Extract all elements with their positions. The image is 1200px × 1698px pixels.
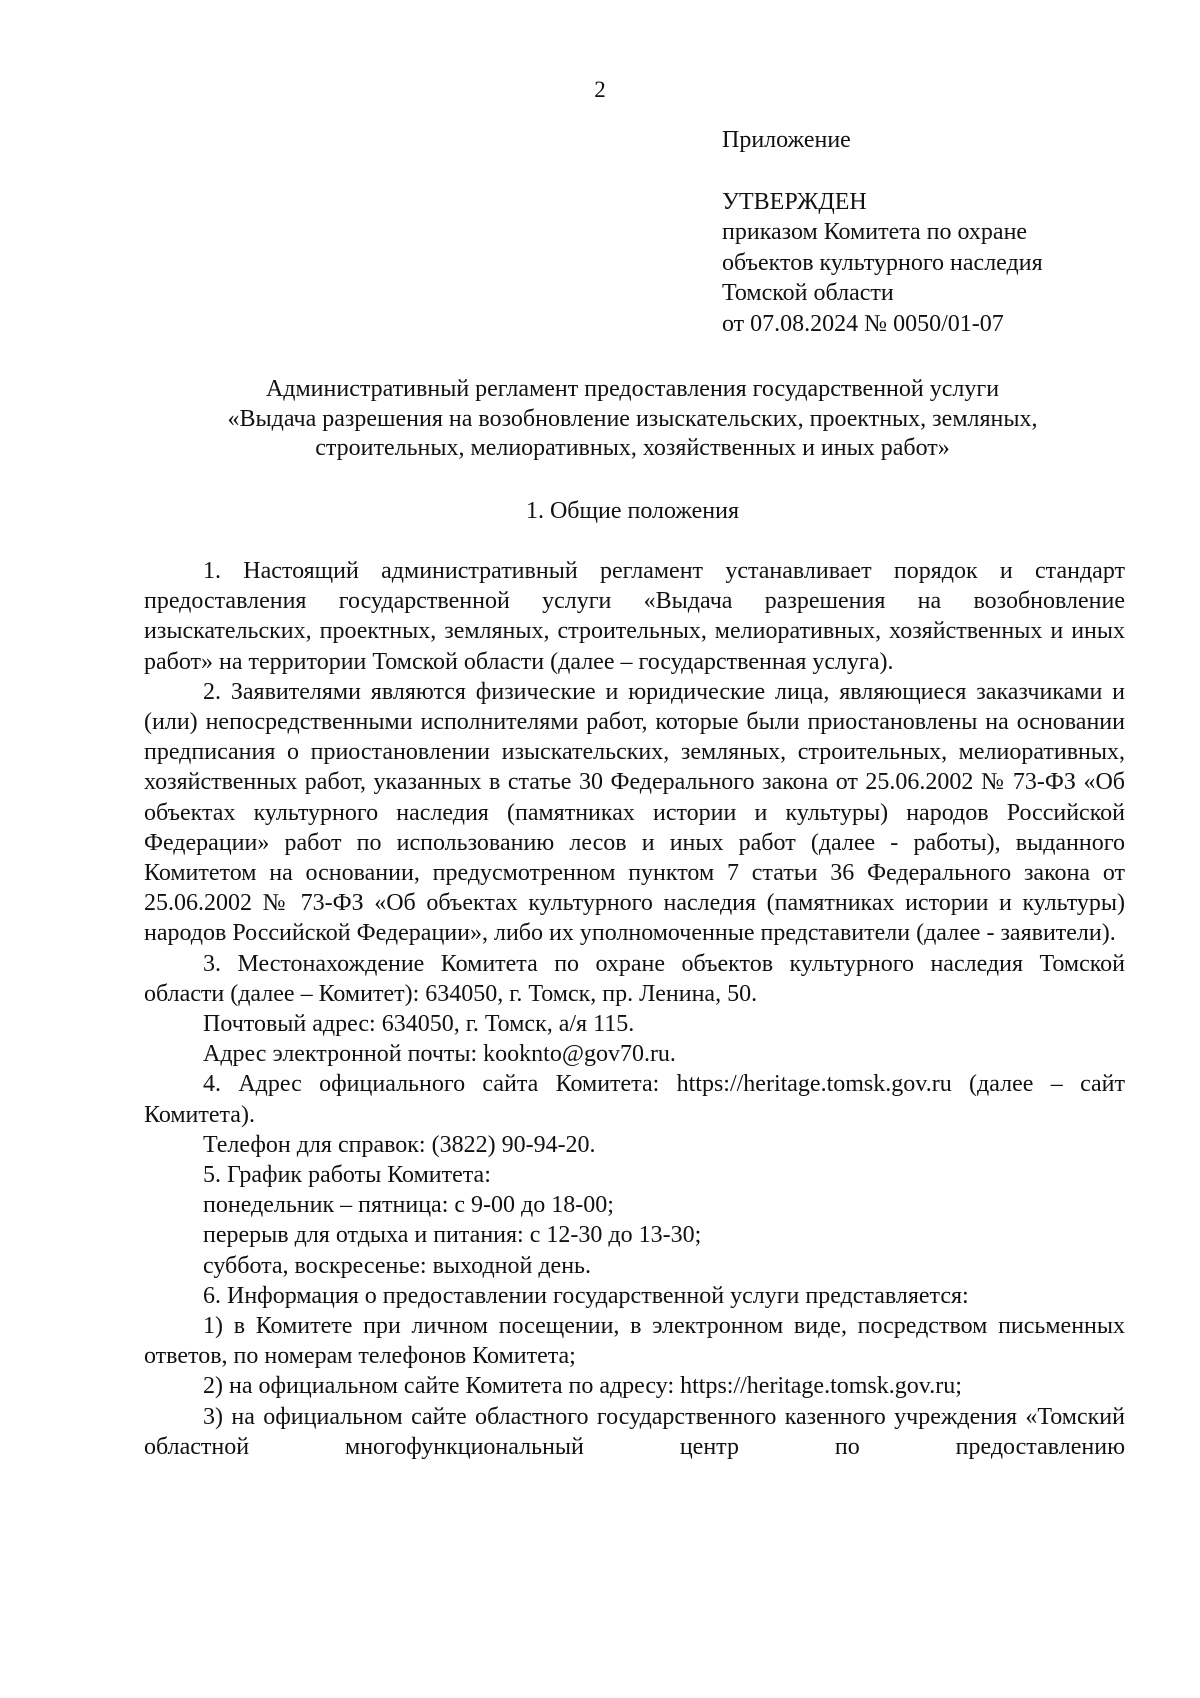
paragraph: 1) в Комитете при личном посещении, в электронном виде, посредством письменных ответов, по номерам телефонов Комитета; bbox=[144, 1313, 1125, 1370]
paragraph: 4. Адрес официального сайта Комитета: https://heritage.tomsk.gov.ru (далее – сайт Комитета). bbox=[144, 1071, 1125, 1128]
paragraph: 2) на официальном сайте Комитета по адресу: https://heritage.tomsk.gov.ru; bbox=[203, 1373, 962, 1400]
paragraph: понедельник – пятница: с 9-00 до 18-00; bbox=[203, 1192, 614, 1219]
approved-label: УТВЕРЖДЕН bbox=[722, 188, 867, 215]
paragraph: Адрес электронной почты: kookntо@gov70.ru. bbox=[203, 1041, 676, 1068]
approval-block bbox=[722, 125, 1162, 339]
page-number: 2 bbox=[594, 77, 606, 102]
approval-line-3: Томской области bbox=[722, 280, 894, 306]
document-body bbox=[144, 556, 1125, 1462]
approval-line-1: приказом Комитета по охране bbox=[722, 219, 1028, 245]
paragraph: 6. Информация о предоставлении государственной услуги представляется: bbox=[203, 1282, 969, 1309]
paragraph: Почтовый адрес: 634050, г. Томск, а/я 115. bbox=[203, 1011, 635, 1038]
paragraph: перерыв для отдыха и питания: с 12-30 до 13-30; bbox=[203, 1222, 702, 1249]
paragraph: 3) на официальном сайте областного государственного казенного учреждения «Томский областной многофункциональный центр по предоставлению bbox=[144, 1403, 1125, 1460]
document-title-line-3: строительных, мелиоративных, хозяйственных и иных работ» bbox=[315, 435, 950, 461]
paragraph: Телефон для справок: (3822) 90-94-20. bbox=[203, 1131, 596, 1158]
paragraph: суббота, воскресенье: выходной день. bbox=[203, 1252, 591, 1279]
approval-order-number: от 07.08.2024 № 0050/01-07 bbox=[722, 310, 1004, 337]
paragraph: 3. Местонахождение Комитета по охране объектов культурного наследия Томской области (далее – Комитет): 634050, г. Томск, пр. Ленина, 50. bbox=[144, 950, 1125, 1007]
paragraph: 1. Настоящий административный регламент устанавливает порядок и стандарт предоставления государственной услуги «Выдача разрешения на возобновление изыскательских, проектных, земляных, строительных, мелиоративных, хозяйственных и иных работ» на территории Томской области (далее – государственная услуга). bbox=[144, 558, 1125, 675]
approval-line-2: объектов культурного наследия bbox=[722, 249, 1043, 276]
appendix-label: Приложение bbox=[722, 127, 851, 153]
paragraph: 2. Заявителями являются физические и юридические лица, являющиеся заказчиками и (или) непосредственными исполнителями работ, которые были приостановлены на основании предписания о приостановлении изыскательских, земляных, строительных, мелиоративных, хозяйственных работ, указанных в статье 30 Федерального закона от 25.06.2002 № 73-ФЗ «Об объектах культурного наследия (памятниках истории и культуры) народов Российской Федерации» работ по использованию лесов и иных работ (далее - работы), выданного Комитетом на основании, предусмотренном пунктом 7 статьи 36 Федерального закона от 25.06.2002 № 73-ФЗ «Об объектах культурного наследия (памятниках истории и культуры) народов Российской Федерации», либо их уполномоченные представители (далее - заявители). bbox=[144, 678, 1125, 947]
paragraph: 5. График работы Комитета: bbox=[203, 1162, 491, 1189]
document-title-line-1: Административный регламент предоставления государственной услуги bbox=[265, 376, 1000, 402]
section-title: 1. Общие положения bbox=[525, 498, 740, 524]
document-title-line-2: «Выдача разрешения на возобновление изыскательских, проектных, земляных, bbox=[227, 405, 1038, 432]
document-title bbox=[140, 375, 1125, 464]
